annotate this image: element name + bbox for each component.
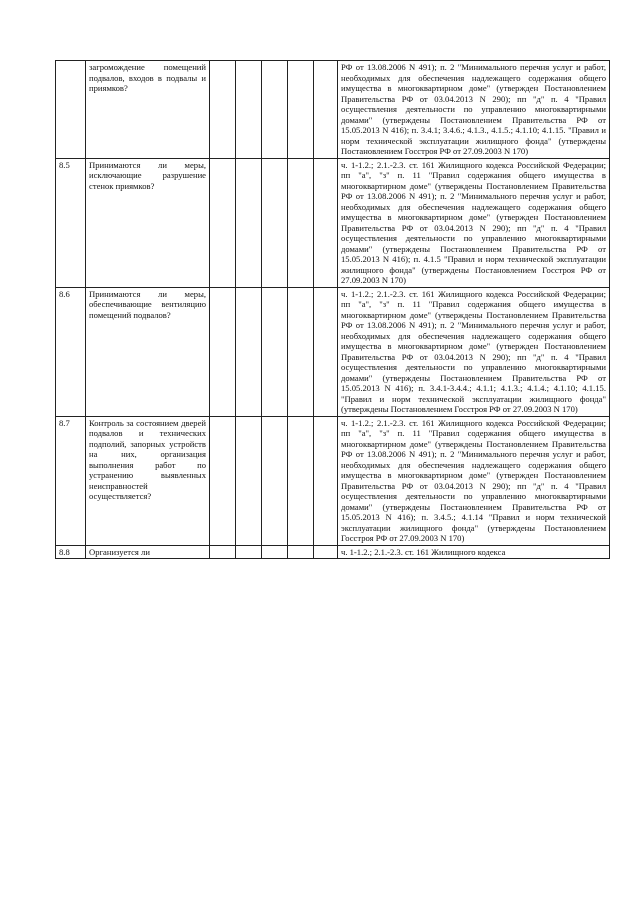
reference-cell: ч. 1-1.2.; 2.1.-2.3. ст. 161 Жилищного кодекса Российской Федерации; пп "а", "з" п. 11 "Правил содержания общего имущества в многоквартирном доме" (утверждены Постановлением Правительства РФ от 13.08.2006 N 491); п. 2 "Минимального перечня услуг и работ, необходимых для обеспечения надлежащего содержания общего имущества в многоквартирном доме" (утвержден Постановлением Правительства РФ от 03.04.2013 N 290); пп "д" п. 4 "Правил осуществления деятельности по управлению многоквартирными домами" (утверждены Постановлением Правительства РФ от 15.05.2013 N 416); п. 3.4.1-3.4.4.; 4.1.1; 4.1.3.; 4.1.4.; 4.1.10; 4.1.15. "Правил и норм технической эксплуатации жилищного фонда" (утверждены Постановлением Госстроя РФ от 27.09.2003 N 170) (338, 287, 610, 416)
comment-cell (314, 287, 338, 416)
row-number: 8.7 (56, 416, 86, 545)
reference-cell: ч. 1-1.2.; 2.1.-2.3. ст. 161 Жилищного кодекса Российской Федерации; пп "а", "з" п. 11 "Правил содержания общего имущества в многоквартирном доме" (утверждены Постановлением Правительства РФ от 13.08.2006 N 491); п. 2 "Минимального перечня услуг и работ, необходимых для обеспечения надлежащего содержания общего имущества в многоквартирном доме" (утвержден Постановлением Правительства РФ от 03.04.2013 N 290); пп "д" п. 4 "Правил осуществления деятельности по управлению многоквартирными домами" (утверждены Постановлением Правительства РФ от 15.05.2013 N 416); п. 3.4.5.; 4.1.14 "Правил и норм технической эксплуатации жилищного фонда" (утверждены Постановлением Госстроя РФ от 27.09.2003 N 170) (338, 416, 610, 545)
question-cell: Принимаются ли меры, исключающие разрушение стенок приямков? (86, 158, 210, 287)
question-cell: загромождение помещений подвалов, входов в подвалы и приямков? (86, 61, 210, 159)
row-number (56, 61, 86, 159)
reference-cell: ч. 1-1.2.; 2.1.-2.3. ст. 161 Жилищного кодекса Российской Федерации; пп "а", "з" п. 11 "Правил содержания общего имущества в многоквартирном доме" (утверждены Постановлением Правительства РФ от 13.08.2006 N 491); п. 2 "Минимального перечня услуг и работ, необходимых для обеспечения надлежащего содержания общего имущества в многоквартирном доме" (утвержден Постановлением Правительства РФ от 03.04.2013 N 290); пп "д" п. 4 "Правил осуществления деятельности по управлению многоквартирными домами" (утверждены Постановлением Правительства РФ от 15.05.2013 N 416); п. 4.1.5 "Правил и норм технической эксплуатации жилищного фонда" (утверждены Постановлением Госстроя РФ от 27.09.2003 N 170) (338, 158, 610, 287)
comment-cell (314, 545, 338, 559)
reference-cell: РФ от 13.08.2006 N 491); п. 2 "Минимального перечня услуг и работ, необходимых для обеспечения надлежащего содержания общего имущества в многоквартирном доме" (утвержден Постановлением Правительства РФ от 03.04.2013 N 290); пп "д" п. 4 "Правил осуществления деятельности по управлению многоквартирными домами" (утверждены Постановлением Правительства РФ от 15.05.2013 N 416); п. 3.4.1; 3.4.6.; 4.1.3., 4.1.5.; 4.1.10; 4.1.15. "Правил и норм технической эксплуатации жилищного фонда" (утверждены Постановлением Госстроя РФ от 27.09.2003 N 170) (338, 61, 610, 159)
table-row (56, 416, 610, 545)
answer-cell-no (236, 416, 262, 545)
answer-cell-na (262, 545, 288, 559)
answer-cell-yes (210, 158, 236, 287)
answer-cell-no (236, 287, 262, 416)
table-row (56, 158, 610, 287)
answer-cell-extra (288, 416, 314, 545)
answer-cell-extra (288, 61, 314, 159)
checklist-table (55, 60, 610, 559)
answer-cell-extra (288, 158, 314, 287)
answer-cell-yes (210, 545, 236, 559)
answer-cell-extra (288, 287, 314, 416)
reference-cell: ч. 1-1.2.; 2.1.-2.3. ст. 161 Жилищного кодекса (338, 545, 610, 559)
comment-cell (314, 416, 338, 545)
answer-cell-yes (210, 287, 236, 416)
comment-cell (314, 158, 338, 287)
row-number: 8.6 (56, 287, 86, 416)
answer-cell-na (262, 61, 288, 159)
answer-cell-extra (288, 545, 314, 559)
answer-cell-no (236, 61, 262, 159)
answer-cell-no (236, 545, 262, 559)
answer-cell-no (236, 158, 262, 287)
question-cell: Организуется ли (86, 545, 210, 559)
question-cell: Контроль за состоянием дверей подвалов и технических подполий, запорных устройств на них, организация выполнения работ по устранению выявленных неисправностей осуществляется? (86, 416, 210, 545)
row-number: 8.8 (56, 545, 86, 559)
table-row (56, 287, 610, 416)
table-row (56, 545, 610, 559)
answer-cell-na (262, 287, 288, 416)
answer-cell-na (262, 416, 288, 545)
comment-cell (314, 61, 338, 159)
answer-cell-yes (210, 61, 236, 159)
answer-cell-yes (210, 416, 236, 545)
answer-cell-na (262, 158, 288, 287)
question-cell: Принимаются ли меры, обеспечивающие вентиляцию помещений подвалов? (86, 287, 210, 416)
row-number: 8.5 (56, 158, 86, 287)
table-row (56, 61, 610, 159)
